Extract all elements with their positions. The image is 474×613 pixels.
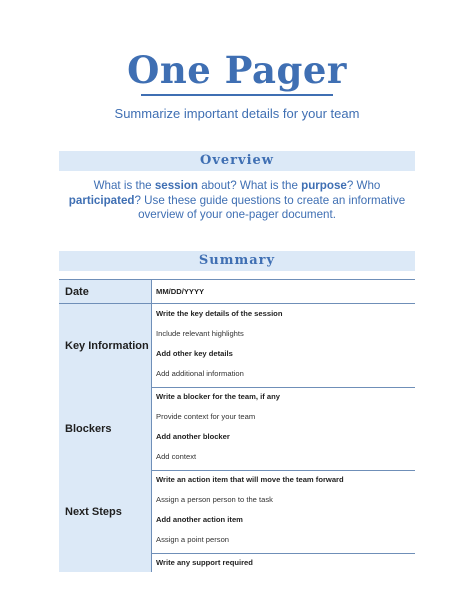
row-label: Next Steps: [59, 470, 151, 553]
date-value: MM/DD/YYYY: [156, 287, 205, 296]
overview-text-part: ? Use these guide questions to create an informative overview of your one-pager document.: [134, 193, 406, 221]
overview-text: [59, 179, 415, 223]
row-line: Write the key details of the session: [156, 309, 283, 318]
row-content: [156, 470, 411, 550]
row-line: Write any support required: [156, 558, 253, 567]
summary-heading: Summary: [59, 251, 415, 271]
overview-heading: Overview: [59, 151, 415, 171]
table-row: [59, 304, 415, 387]
summary-table: [59, 279, 415, 572]
row-content: [156, 280, 411, 304]
overview-text-part: ? Who: [346, 179, 381, 192]
row-line: Provide context for your team: [156, 412, 256, 421]
column-divider: [151, 553, 152, 572]
overview-text-part: about? What is the: [198, 179, 302, 192]
overview-keyword: purpose: [301, 179, 347, 192]
row-line: Include relevant highlights: [156, 329, 244, 338]
column-divider: [151, 280, 152, 303]
column-divider: [151, 470, 152, 553]
page-subtitle: Summarize important details for your team: [114, 106, 360, 121]
column-divider: [151, 387, 152, 470]
table-row: [59, 470, 415, 553]
overview-text-part: What is the: [93, 179, 155, 192]
row-line: Add other key details: [156, 349, 233, 358]
table-row-date: [59, 280, 415, 303]
row-line: Write an action item that will move the team forward: [156, 475, 344, 484]
overview-keyword: session: [154, 179, 198, 192]
row-line: Assign a point person: [156, 535, 230, 544]
row-line: Add another blocker: [156, 432, 230, 441]
row-line: Add additional information: [156, 369, 244, 378]
row-line: Add context: [156, 452, 197, 461]
overview-keyword: participated: [68, 193, 135, 207]
row-content: [156, 553, 411, 573]
row-label: Blockers: [59, 387, 151, 470]
row-label: [59, 553, 151, 572]
row-content: [156, 304, 411, 384]
column-divider: [151, 304, 152, 387]
row-line: Write a blocker for the team, if any: [156, 392, 280, 401]
table-row: [59, 553, 415, 572]
row-line: Assign a person person to the task: [156, 495, 273, 504]
row-label: Date: [59, 280, 151, 303]
row-content: [156, 387, 411, 467]
row-line: Add another action item: [156, 515, 243, 524]
title-underline: [141, 94, 333, 96]
row-label: Key Information: [59, 304, 151, 387]
table-row: [59, 387, 415, 470]
page-title: One Pager: [127, 48, 347, 92]
